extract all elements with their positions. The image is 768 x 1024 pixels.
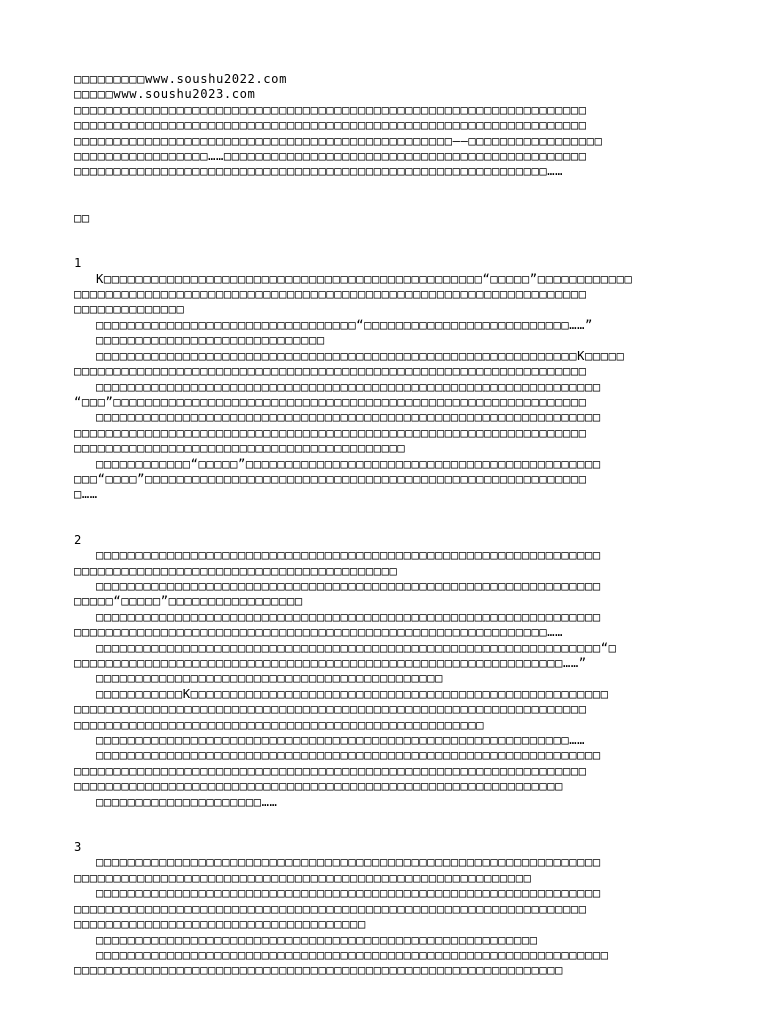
text-line: □□□□□□□□□□□□□□□□□□□□□□□□□□□□□ [96, 333, 325, 348]
text-line: □□□□□□□□□□□□□□□□□□□□□□□□□□□□□□□□□□□□□□□□□□□□□□□□□□□□□□□□□□□□□□□□ [96, 855, 601, 870]
text-line: □□□□□□□□□□□□□□□□□□□□□□□□□□□□□□□□□□□□□□□□□□□□ [96, 671, 444, 686]
text-line: “□□□”□□□□□□□□□□□□□□□□□□□□□□□□□□□□□□□□□□□□□□□□□□□□□□□□□□□□□□□□□□□□ [74, 394, 587, 409]
text-line: □□□□□□□□□□□□□□□□□□□□□□□□□□□□□□□□□□□□□□□□□□□□□□□□□□□□□□□□□□□□□□□□□ [74, 901, 587, 916]
text-line: □□□□□□□□□□□□□□□□□□□□□□□□□□□□□□□□□□□□□□□□□□□□□□□□□□□□□□□□□□□□□□□□□ [74, 287, 587, 302]
section-2-body [74, 548, 708, 810]
section-3-body [74, 855, 708, 978]
text-line: □□□□□□□□□□□□□□□□□□□□□□□□□□□□□□□□□□□□□□□□□□□□□□□□□□□□□□□□□□□□□□……” [74, 656, 587, 670]
text-line: □□□□□□□□□□□□□□□□□□□□□□□□□□□□□□□□□□□□□□□□□□□□□□□□□□□□□□□□□□□□□□ [74, 779, 564, 794]
text-line: □□□□□□□□□□□□□□□□□□□□□□□□□□□□□□□□□□□□□□□□□□□□□□□□□□□□□□□□□□□□□□□□□ [74, 425, 587, 440]
text-line: □□□□□□□□□□□□□□□□□□□□□□□□□□□□□□□□□“□□□□□□□□□□□□□□□□□□□□□□□□□□……” [96, 317, 593, 332]
text-line: □□□□□□□□□□□□□□□□□□□□□□□□□□□□□□□□□□□□□□□□□□□□□□□□□□□□□□□□ [96, 932, 538, 947]
text-line: □□□□□□□□□□□□□□□□□□□□□□□□□□□□□□□□□□□□□□□□□□□□□□□□□□□□□□□□□□□□…… [74, 625, 564, 640]
text-line: □□□□□□□□□□□□□□□□□□□□□□□□□□□□□□□□□□□□□□□□□□□□□□□□□□□□□□□□□□□□□□ [74, 963, 564, 978]
text-line: □□□□□□□□□□□□□□□□□□□□□□□□□□□□□□□□□□□□□□□□□ [74, 563, 398, 578]
text-line: □□□□□□□□□□□□□□□□□□□□□□□□□□□□□□□□□□□□□□□□□□□□□□□□□□□□□□□□□□□□□□□□ [96, 609, 601, 624]
site-link-line-1: □□□□□□□□□www.soushu2022.com [74, 72, 287, 86]
text-line: □□□□□□□□□□□□□□□□□□□□□□□□□□□□□□□□□□□□□□□□□□□□□□□□□□□□□□□□□□□□…… [74, 164, 564, 179]
text-line: □□□□□□□□□□□□□□□□□□□□□□□□□□□□□□□□□□□□□□□□□□□□□□□□□□□□□□□□□□□□□□□□ [96, 578, 601, 593]
document-title: □□ [74, 210, 90, 225]
text-line: □□□□□□□□□□□□□□□□□□□□□□□□□□□□□□□□□□□□□□□□□□□□□□□□□□□□□□□□□□□□□□□□□ [96, 947, 609, 962]
text-line: □□□□□□□□□□□□“□□□□□”□□□□□□□□□□□□□□□□□□□□□□□□□□□□□□□□□□□□□□□□□□□□□ [96, 456, 601, 471]
text-line: K□□□□□□□□□□□□□□□□□□□□□□□□□□□□□□□□□□□□□□□□□□□□□□□□“□□□□□”□□□□□□□□□□□□ [96, 271, 633, 286]
text-line: □□□□□□□□□□□□□□□□□□□□□□□□□□□□□□□□□□□□□□□□□□□□□□□□□□□□□□□□□□□□□K□□□□□ [96, 348, 625, 363]
text-line: □□□□□□□□□□□□□□□□□□□□□□□□□□□□□□□□□□□□□□□□□□□□□□□□□□□□□□□□□□□□□□□□□ [74, 102, 587, 117]
text-line: □□□□□□□□□□□□□□□□□……□□□□□□□□□□□□□□□□□□□□□□□□□□□□□□□□□□□□□□□□□□□□□□ [74, 149, 587, 164]
section-number-3: 3 [74, 840, 82, 855]
text-line: □□□□□□□□□□□□□□□□□□□□□□□□□□□□□□□□□□□□□□□□□□□□□□□□□□□□□□□□□□ [74, 870, 532, 885]
text-line: □□□□□□□□□□□□□□□□□□□□□□□□□□□□□□□□□□□□□□□□□□□□□□□□□□□□ [74, 717, 485, 732]
text-line: □□□□□□□□□□□□□□□□□□□□□□□□□□□□□□□□□□□□□□□□□□□□□□□□□□□□□□□□□□□□□□□□ [96, 886, 601, 901]
text-line: □□□□□□□□□□□□□□□□□□□□□□□□□□□□□□□□□□□□□□□□□□□□□□□□□□□□□□□□□□□□□□□□“□ [96, 640, 617, 655]
text-line: □□□□□□□□□□□□□□□□□□□□□□□□□□□□□□□□□□□□□ [74, 917, 366, 932]
text-line: □…… [74, 487, 98, 502]
text-line: □□□□□□□□□□□□□□□□□□□□□□□□□□□□□□□□□□□□□□□□□□□□□□□□□□□□□□□□□□□□…… [96, 733, 586, 748]
text-line: □□□□□□□□□□□□□□□□□□□□□□□□□□□□□□□□□□□□□□□□□□□□□□□□□□□□□□□□□□□□□□□□ [96, 410, 601, 425]
text-line: □□□□□□□□□□□□□□□□□□□□□□□□□□□□□□□□□□□□□□□□□□□□□□□□□□□□□□□□□□□□□□□□ [96, 548, 601, 563]
text-line: □□□□□□□□□□□□□□□□□□□□□…… [96, 794, 278, 809]
text-line: □□□□□□□□□□□□□□□□□□□□□□□□□□□□□□□□□□□□□□□□□□□□□□□□□□□□□□□□□□□□□□□□□ [74, 364, 587, 379]
text-line: □□□□□□□□□□□□□□□□□□□□□□□□□□□□□□□□□□□□□□□□□□ [74, 441, 406, 456]
text-line: □□□□□“□□□□□”□□□□□□□□□□□□□□□□□ [74, 594, 303, 609]
text-line: □□□“□□□□”□□□□□□□□□□□□□□□□□□□□□□□□□□□□□□□□□□□□□□□□□□□□□□□□□□□□□□□□ [74, 471, 587, 486]
text-line: □□□□□□□□□□□□□□□□□□□□□□□□□□□□□□□□□□□□□□□□□□□□□□□□□□□□□□□□□□□□□□□□ [96, 748, 601, 763]
text-line: □□□□□□□□□□□□□□ [74, 302, 185, 317]
text-line: □□□□□□□□□□□□□□□□□□□□□□□□□□□□□□□□□□□□□□□□□□□□□□□□□□□□□□□□□□□□□□□□ [96, 379, 601, 394]
section-1-body [74, 272, 708, 503]
text-line: □□□□□□□□□□□□□□□□□□□□□□□□□□□□□□□□□□□□□□□□□□□□□□□□□□□□□□□□□□□□□□□□□ [74, 702, 587, 717]
text-line: □□□□□□□□□□□K□□□□□□□□□□□□□□□□□□□□□□□□□□□□□□□□□□□□□□□□□□□□□□□□□□□□□ [96, 686, 609, 701]
text-line: □□□□□□□□□□□□□□□□□□□□□□□□□□□□□□□□□□□□□□□□□□□□□□□□□□□□□□□□□□□□□□□□□ [74, 763, 587, 778]
intro-paragraph [74, 103, 708, 180]
site-link-line-2: □□□□□www.soushu2023.com [74, 87, 256, 102]
section-number-2: 2 [74, 532, 82, 547]
section-number-1: 1 [74, 256, 82, 271]
text-line: □□□□□□□□□□□□□□□□□□□□□□□□□□□□□□□□□□□□□□□□□□□□□□□□□□□□□□□□□□□□□□□□□ [74, 118, 587, 133]
text-line: □□□□□□□□□□□□□□□□□□□□□□□□□□□□□□□□□□□□□□□□□□□□□□□□——□□□□□□□□□□□□□□□□□ [74, 133, 603, 148]
